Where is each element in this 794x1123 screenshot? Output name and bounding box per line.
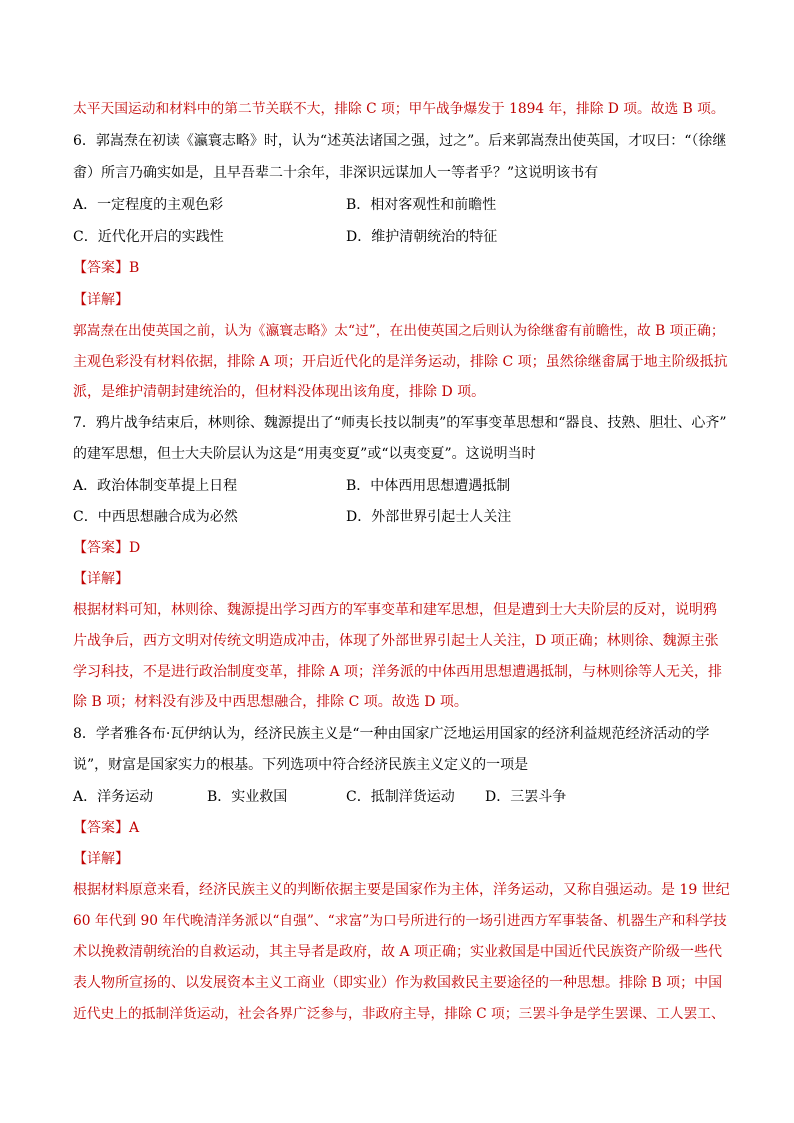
q7-answer: 【答案】D: [73, 540, 141, 556]
q8-option-a: A．洋务运动: [73, 789, 154, 805]
q8-stem-line-1: 8．学者雅各布·瓦伊纳认为，经济民族主义是“一种由国家广泛地运用国家的经济利益规范经济活动的学: [73, 726, 710, 742]
q5-explanation-tail: 太平天国运动和材料中的第二节关联不大，排除 C 项；甲午战争爆发于 1894 年，排除 D 项。故选 B 项。: [73, 101, 725, 117]
q8-detail-line-2: 60 年代到 90 年代晚清洋务派以“自强”、“求富”为口号所进行的一场引进西方军事装备、机器生产和科学技: [73, 913, 727, 929]
q7-stem-line-2: 的建军思想，但士大夫阶层认为这是“用夷变夏”或“以夷变夏”。这说明当时: [73, 446, 536, 462]
q8-stem-line-2: 说”，财富是国家实力的根基。下列选项中符合经济民族主义定义的一项是: [73, 757, 529, 773]
q8-option-c: C．抵制洋货运动: [346, 789, 455, 805]
q6-stem-line-2: 畬）所言乃确实如是，且早吾辈二十余年，非深识远谋加人一等者乎？”这说明该书有: [73, 165, 599, 181]
q8-option-d: D．三罢斗争: [485, 789, 567, 805]
q7-detail-heading: 【详解】: [73, 571, 129, 587]
q8-detail-line-5: 近代史上的抵制洋货运动，社会各界广泛参与，非政府主导，排除 C 项；三罢斗争是学生罢课、工人罢工、: [73, 1006, 725, 1022]
q7-option-c: C．中西思想融合成为必然: [73, 509, 238, 525]
q7-option-a: A．政治体制变革提上日程: [73, 478, 238, 494]
q7-detail-line-3: 学习科技，不是进行政治制度变革，排除 A 项；洋务派的中体西用思想遭遇抵制，与林则徐等人无关，排: [73, 664, 723, 680]
q7-detail-line-1: 根据材料可知，林则徐、魏源提出学习西方的军事变革和建军思想，但是遭到士大夫阶层的反对，说明鸦: [73, 602, 717, 618]
q8-answer: 【答案】A: [73, 820, 140, 836]
q6-detail-line-3: 派，是维护清朝封建统治的，但材料没体现出该角度，排除 D 项。: [73, 384, 486, 400]
q7-stem-line-1: 7．鸦片战争结束后，林则徐、魏源提出了“师夷长技以制夷”的军事变革思想和“器良、技熟、胆壮、心齐”: [73, 415, 727, 431]
q8-detail-line-1: 根据材料原意来看，经济民族主义的判断依据主要是国家作为主体，洋务运动，又称自强运动。是 19 世纪: [73, 882, 730, 898]
q6-detail-line-2: 主观色彩没有材料依据，排除 A 项；开启近代化的是洋务运动，排除 C 项；虽然徐继畬属于地主阶级抵抗: [73, 354, 728, 370]
q6-detail-heading: 【详解】: [73, 292, 129, 308]
q7-detail-line-2: 片战争后，西方文明对传统文明造成冲击，体现了外部世界引起士人关注，D 项正确；林则徐、魏源主张: [73, 633, 719, 649]
q8-option-b: B．实业救国: [207, 789, 288, 805]
q7-option-b: B．中体西用思想遭遇抵制: [346, 478, 511, 494]
q6-option-b: B．相对客观性和前瞻性: [346, 197, 497, 213]
q6-option-d: D．维护清朝统治的特征: [346, 229, 498, 245]
q6-answer: 【答案】B: [73, 260, 140, 276]
q6-detail-line-1: 郭嵩焘在出使英国之前，认为《瀛寰志略》太“过”，在出使英国之后则认为徐继畬有前瞻性，故 B 项正确；: [73, 323, 725, 339]
q6-option-c: C．近代化开启的实践性: [73, 229, 224, 245]
q6-stem-line-1: 6．郭嵩焘在初读《瀛寰志略》时，认为“述英法诸国之强，过之”。后来郭嵩焘出使英国，才叹曰：“（徐继: [73, 133, 727, 149]
q8-detail-heading: 【详解】: [73, 851, 129, 867]
q7-detail-line-4: 除 B 项；材料没有涉及中西思想融合，排除 C 项。故选 D 项。: [73, 694, 468, 710]
q8-detail-line-4: 表人物所宣扬的、以发展资本主义工商业（即实业）作为救国救民主要途径的一种思想。排除 B 项；中国: [73, 975, 723, 991]
q7-option-d: D．外部世界引起士人关注: [346, 509, 512, 525]
q8-detail-line-3: 术以挽救清朝统治的自救运动，其主导者是政府，故 A 项正确；实业救国是中国近代民族资产阶级一些代: [73, 944, 723, 960]
q6-option-a: A．一定程度的主观色彩: [73, 197, 224, 213]
